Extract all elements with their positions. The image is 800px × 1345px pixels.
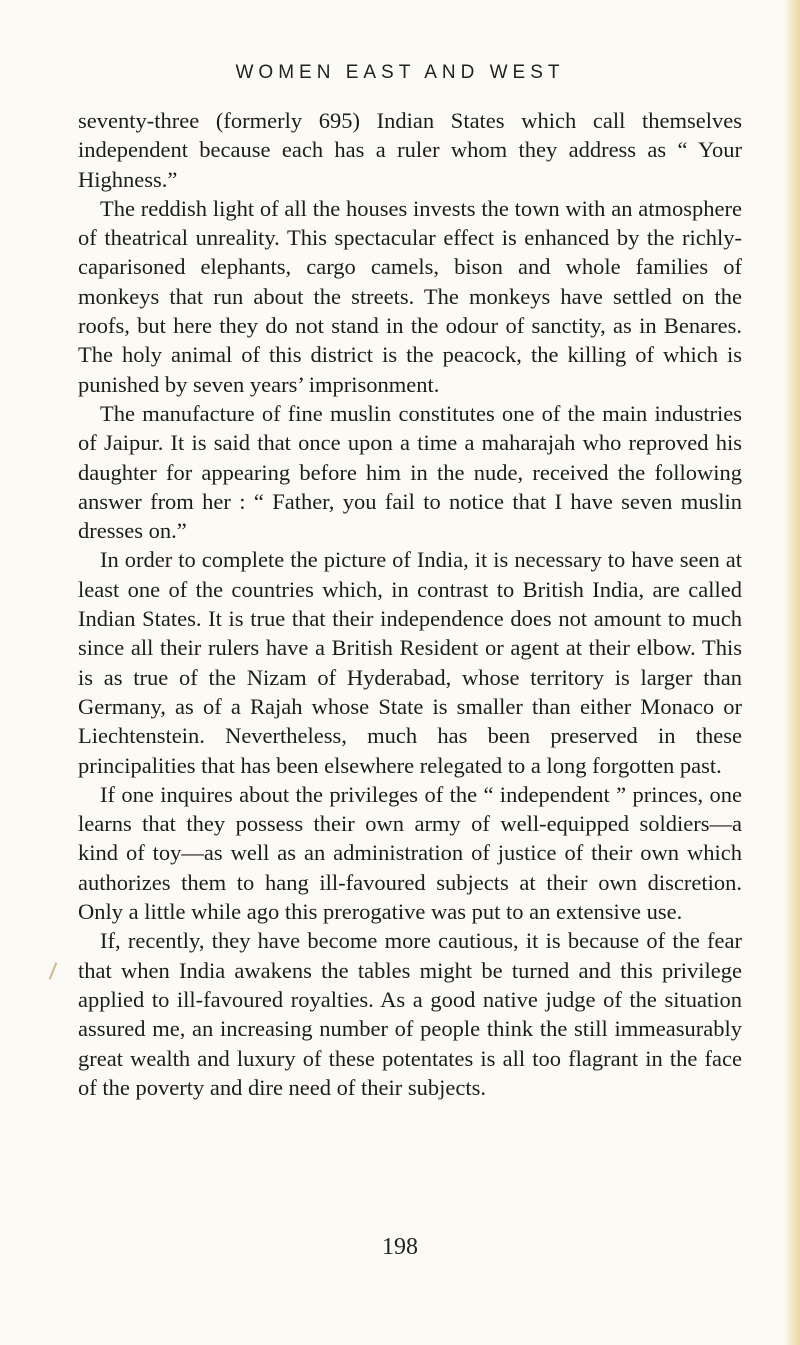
paragraph-5: If one inquires about the privileges of the “ independent ” princes, one learns that they possess their own army of well-equipped soldiers—a kind of toy—as well as an administration of justice of their own which authorizes them to hang ill-favoured subjects at their own discretion. Only a little while ago this prerogative was put to an extensive use. (78, 781, 742, 925)
margin-pencil-mark (49, 962, 58, 979)
page-edge-shading (784, 0, 800, 1345)
paragraph-6: If, recently, they have become more cautious, it is because of the fear that when India awakens the tables might be turned and this privilege applied to ill-favoured royalties. As a good native judge of the situation assured me, an increasing number of people think the still immeasurably great wealth and luxury of these potentates is all too flagrant in the face of the poverty and dire need of their subjects. (78, 928, 742, 1100)
running-head: WOMEN EAST AND WEST (235, 62, 565, 83)
paragraph-3: The manufacture of fine muslin constitutes one of the main industries of Jaipur. It is said that once upon a time a maharajah who reproved his daughter for appearing before him in the nude, received the following answer from her : “ Father, you fail to notice that I have seven muslin dresses on.” (78, 400, 742, 544)
paragraph-1: seventy-three (formerly 695) Indian States which call themselves independent because each has a ruler whom they address as “ Your Highness.” (78, 108, 742, 192)
paragraph-2: The reddish light of all the houses invests the town with an atmosphere of theatrical unreality. This spectacular effect is enhanced by the richly-caparisoned elephants, cargo camels, bison and whole families of monkeys that run about the streets. The monkeys have settled on the roofs, but here they do not stand in the odour of sanctity, as in Benares. The holy animal of this district is the peacock, the killing of which is punished by seven years’ imprisonment. (78, 195, 742, 397)
paragraph-4: In order to complete the picture of India, it is necessary to have seen at least one of the countries which, in contrast to British India, are called Indian States. It is true that their independence does not amount to much since all their rulers have a British Resident or agent at their elbow. This is as true of the Nizam of Hyderabad, whose territory is larger than Germany, as of a Rajah whose State is smaller than either Monaco or Liechtenstein. Nevertheless, much has been preserved in these principalities that has been elsewhere relegated to a long forgotten past. (78, 547, 742, 778)
body-text (78, 106, 742, 1102)
page-number: 198 (382, 1234, 418, 1260)
